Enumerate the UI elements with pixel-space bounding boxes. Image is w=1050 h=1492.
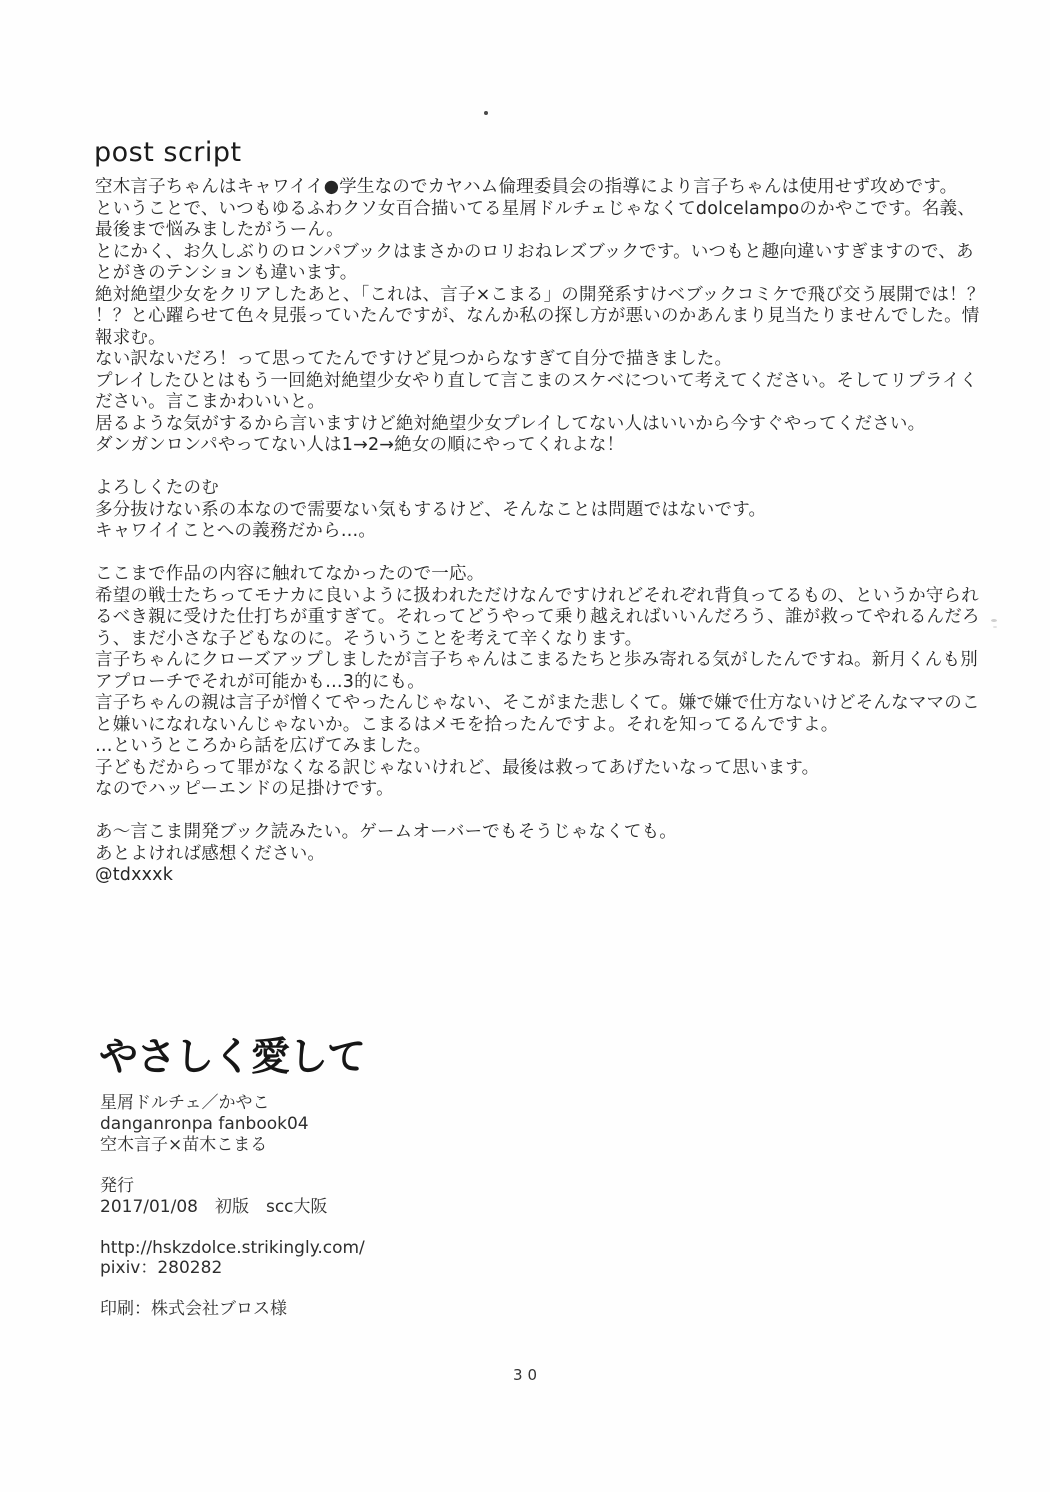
colophon-line: 2017/01/08 初版 scc大阪 (100, 1196, 328, 1217)
afterword-text-line: とにかく、お久しぶりのロンパブックはまさかのロリおねレズブックです。いつもと趣向違いすぎますので、あ (95, 241, 974, 262)
afterword-text-line: ださい。言こまかわいいと。 (95, 392, 326, 412)
afterword-text-line: 居るような気がするから言いますけど絶対絶望少女プレイしてない人はいいから今すぐやってください。 (95, 413, 926, 434)
afterword-text-line: よろしくたのむ (95, 478, 219, 498)
credit-line: 星屑ドルチェ／かやこ (100, 1093, 270, 1113)
colophon-line: 印刷：株式会社ブロス様 (100, 1299, 287, 1319)
afterword-text-line: 多分抜けない系の本なので需要ない気もするけど、そんなことは問題ではないです。 (95, 499, 767, 520)
colophon-block (100, 1176, 365, 1320)
afterword-text-line (95, 457, 975, 479)
afterword-text-line: るべき親に受けた仕打ちが重すぎて。それってどうやって乗り越えればいいんだろう、誰が救ってやれるんだろ (95, 607, 980, 627)
scan-speck (484, 111, 488, 115)
afterword-text-line (95, 543, 975, 565)
afterword-text-line: キャワイイことへの義務だから…。 (95, 521, 377, 541)
afterword-text-line: あとよければ感想ください。 (95, 843, 326, 864)
afterword-text-line: 希望の戦士たちってモナカに良いように扱われただけなんですけれどそれぞれ背負ってるもの、というか守られ (95, 585, 979, 606)
afterword-text-line: と嫌いになれないんじゃないか。こまるはメモを拾ったんですよ。それを知ってるんですよ。 (95, 714, 839, 735)
afterword-text-line: なのでハッピーエンドの足掛けです。 (95, 779, 394, 799)
afterword-text-line: プレイしたひとはもう一回絶対絶望少女やり直して言こまのスケベについて考えてください。そしてリプライく (95, 370, 978, 391)
afterword-text-line: 絶対絶望少女をクリアしたあと、「これは、言子×こまる」の開発系すけベブックコミケで飛び交う展開では！？ (95, 284, 985, 305)
page-number: 30 (512, 1366, 543, 1384)
credit-line: danganronpa fanbook04 (100, 1114, 309, 1134)
afterword-text-line: @tdxxxk (95, 865, 174, 885)
afterword-text-line (95, 801, 975, 823)
afterword-text-line: 言子ちゃんの親は言子が憎くてやったんじゃない、そこがまた悲しくて。嫌で嫌で仕方ないけどそんなママのこ (95, 693, 980, 713)
afterword-text-line: アプローチでそれが可能かも…3的にも。 (95, 671, 425, 692)
colophon-line: pixiv：280282 (100, 1258, 223, 1278)
afterword-text-line: 最後まで悩みましたがうーん。 (95, 220, 344, 240)
credits-block (100, 1093, 309, 1156)
book-title: やさしく愛して (99, 1035, 366, 1080)
afterword-body-text (95, 177, 985, 887)
colophon-line: http://hskzdolce.strikingly.com/ (100, 1237, 365, 1258)
afterword-text-line: ここまで作品の内容に触れてなかったので一応。 (95, 564, 485, 584)
afterword-text-line: あ～言こま開発ブック読みたい。ゲームオーバーでもそうじゃなくても。 (95, 822, 677, 842)
afterword-text-line: 言子ちゃんにクローズアップしましたが言子ちゃんはこまるたちと歩み寄れる気がしたんですね。新月くんも別 (95, 650, 978, 670)
afterword-text-line: ということで、いつもゆるふわクソ女百合描いてる星屑ドルチェじゃなくてdolcelampoのかやこです。名義、 (95, 198, 976, 219)
afterword-text-line: う、まだ小さな子どもなのに。そういうことを考えて辛くなります。 (95, 628, 643, 649)
afterword-text-line: …というところから話を広げてみました。 (95, 736, 432, 756)
credit-line: 空木言子×苗木こまる (100, 1135, 268, 1155)
afterword-text-line: 子どもだからって罪がなくなる訳じゃないけれど、最後は救ってあげたいなって思います。 (95, 757, 820, 778)
colophon-line: 発行 (100, 1176, 134, 1196)
afterword-text-line: ない訳ないだろ！って思ってたんですけど見つからなすぎて自分で描きました。 (95, 349, 733, 369)
scan-speck (993, 626, 997, 628)
scan-speck (991, 619, 997, 622)
afterword-text-line: ！？と心躍らせて色々見張っていたんですが、なんか私の探し方が悪いのかあんまり見当たりませんでした。情 (95, 306, 980, 326)
afterword-text-line: 空木言子ちゃんはキャワイイ●学生なのでカヤハム倫理委員会の指導により言子ちゃんは使用せず攻めです。 (95, 177, 958, 197)
afterword-text-line: とがきのテンションも違います。 (95, 263, 358, 283)
colophon-line (100, 1279, 365, 1300)
colophon-line (100, 1217, 365, 1238)
afterword-text-line: 報求む。 (95, 327, 166, 348)
post-script-heading: post script (94, 137, 242, 168)
afterword-text-line: ダンガンロンパやってない人は1→2→絶女の順にやってくれよな！ (95, 435, 625, 455)
